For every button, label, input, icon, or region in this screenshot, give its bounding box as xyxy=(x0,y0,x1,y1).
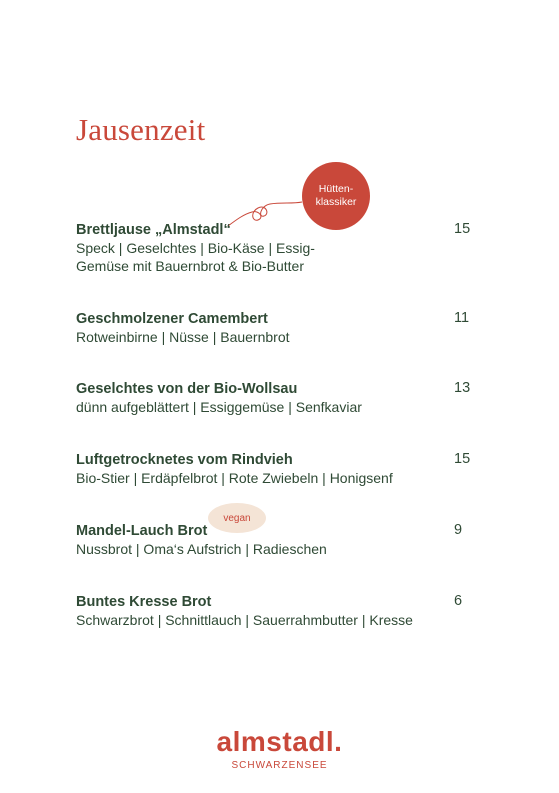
item-price: 9 xyxy=(454,522,463,538)
item-price: 6 xyxy=(454,593,463,609)
menu-item xyxy=(76,451,476,487)
item-description: dünn aufgeblättert | Essiggemüse | Senfkaviar xyxy=(76,399,362,415)
item-price: 15 xyxy=(454,221,471,237)
item-name: Geselchtes von der Bio-Wollsau xyxy=(76,381,298,397)
huetten-klassiker-badge xyxy=(302,162,370,230)
item-price: 15 xyxy=(454,451,471,467)
item-price: 11 xyxy=(454,310,470,326)
huetten-klassiker-label: Hütten- klassiker xyxy=(315,183,357,208)
menu-item xyxy=(76,593,476,629)
menu-item xyxy=(76,221,476,275)
item-name: Brettljause „Almstadl“ xyxy=(76,222,231,238)
vegan-label: vegan xyxy=(223,512,251,524)
logo-location: SCHWARZENSEE xyxy=(231,760,328,771)
menu-item xyxy=(76,310,476,346)
logo-wordmark: almstadl. xyxy=(216,726,343,757)
item-description: Bio-Stier | Erdäpfelbrot | Rote Zwiebeln | Honigsenf xyxy=(76,470,393,486)
item-description: Nussbrot | Oma‘s Aufstrich | Radieschen xyxy=(76,541,327,557)
menu-item xyxy=(76,380,476,416)
item-description: Schwarzbrot | Schnittlauch | Sauerrahmbutter | Kresse xyxy=(76,612,413,628)
item-description: Speck | Geselchtes | Bio-Käse | Essig- xyxy=(76,240,315,256)
item-description: Rotweinbirne | Nüsse | Bauernbrot xyxy=(76,329,290,345)
page-title: Jausenzeit xyxy=(76,112,206,147)
item-name: Buntes Kresse Brot xyxy=(76,594,212,610)
item-description-line2: Gemüse mit Bauernbrot & Bio-Butter xyxy=(76,258,304,274)
menu-item xyxy=(76,522,476,558)
item-name: Geschmolzener Camembert xyxy=(76,311,268,327)
item-name: Luftgetrocknetes vom Rindvieh xyxy=(76,452,293,468)
item-price: 13 xyxy=(454,380,471,396)
brand-logo xyxy=(0,726,559,771)
item-name: Mandel-Lauch Brot xyxy=(76,523,208,539)
